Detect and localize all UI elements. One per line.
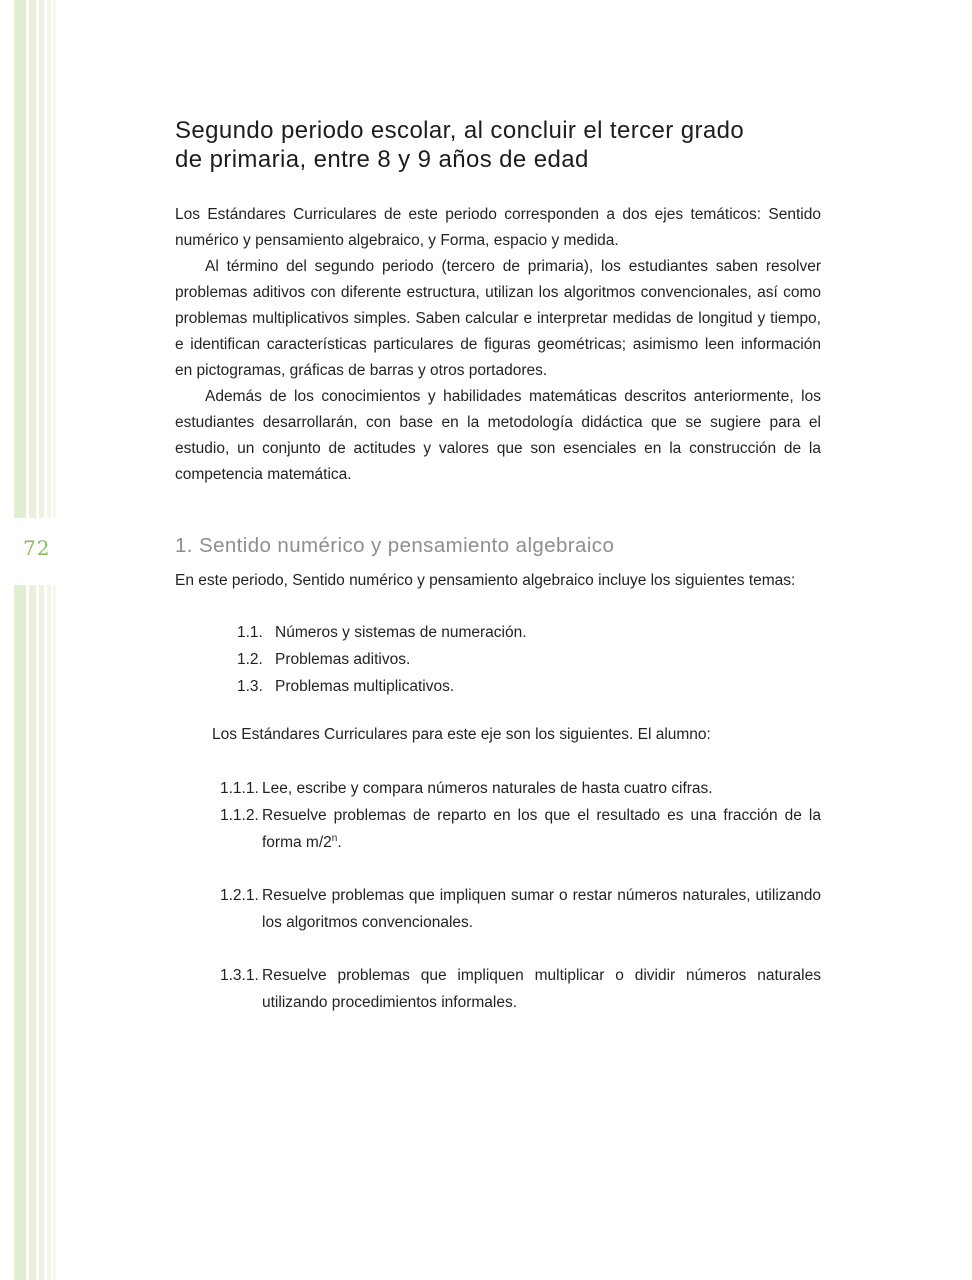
topic-number: 1.2. [237, 651, 263, 668]
decorative-stripe [29, 0, 36, 518]
decorative-stripe [53, 585, 56, 1280]
standard-text: Resuelve problemas que impliquen sumar o restar números naturales, utilizando los algoritmos convencionales. [262, 887, 821, 931]
intro-paragraph-2: Al término del segundo periodo (tercero de primaria), los estudiantes saben resolver problemas aditivos con diferente estructura, utilizan los algoritmos convencionales, así como problemas multiplicativos simples. Saben calcular e interpretar medidas de longitud y tiempo, e identifican características particulares de figuras geométricas; asimismo leen información en pictogramas, gráficas de barras y otros portadores. [175, 258, 821, 379]
decorative-stripe [39, 0, 44, 518]
page-title [175, 116, 821, 174]
decorative-stripe [47, 585, 51, 1280]
standard-text-post: . [337, 834, 342, 851]
section-heading: 1. Sentido numérico y pensamiento algebraico [175, 534, 615, 557]
decorative-stripe [14, 0, 26, 518]
standard-number: 1.3.1. [220, 967, 259, 984]
list-item [175, 775, 821, 802]
topics-list [175, 619, 821, 700]
intro-paragraph-1: Los Estándares Curriculares de este periodo corresponden a dos ejes temáticos: Sentido numérico y pensamiento algebraico, y Forma, espacio y medida. [175, 206, 821, 249]
list-item [175, 619, 821, 646]
list-item [175, 646, 821, 673]
standards-list [175, 775, 821, 1016]
topic-text: Problemas aditivos. [275, 651, 411, 668]
content-column [175, 0, 821, 1016]
page-title-line-1: Segundo periodo escolar, al concluir el tercer grado [175, 117, 745, 144]
standard-text: Lee, escribe y compara números naturales de hasta cuatro cifras. [262, 780, 713, 797]
section-intro-paragraph: En este periodo, Sentido numérico y pensamiento algebraico incluye los siguientes temas: [175, 572, 796, 589]
left-margin-stripes-bottom [0, 585, 70, 1280]
standard-number: 1.2.1. [220, 887, 259, 904]
superscript-n: n [331, 832, 338, 844]
decorative-stripe [53, 0, 56, 518]
standard-text [262, 802, 821, 856]
decorative-stripe [29, 585, 36, 1280]
intro-section [175, 202, 821, 488]
intro-paragraph-3: Además de los conocimientos y habilidades matemáticas descritos anteriormente, los estudiantes desarrollarán, con base en la metodología didáctica que se sugiere para el estudio, un conjunto de actitudes y valores que son esenciales en la construcción de la competencia matemática. [175, 388, 821, 483]
standard-number: 1.1.1. [220, 780, 259, 797]
list-item [175, 962, 821, 1016]
page-number: 72 [23, 536, 51, 560]
list-item [175, 673, 821, 700]
decorative-stripe [14, 585, 26, 1280]
topic-number: 1.3. [237, 678, 263, 695]
left-margin-stripes-top [0, 0, 70, 518]
standard-number: 1.1.2. [220, 807, 259, 824]
standards-intro-paragraph: Los Estándares Curriculares para este eje son los siguientes. El alumno: [212, 726, 711, 743]
list-item [175, 802, 821, 856]
page-title-line-2: de primaria, entre 8 y 9 años de edad [175, 146, 589, 173]
standard-text: Resuelve problemas que impliquen multiplicar o dividir números naturales utilizando procedimientos informales. [262, 967, 821, 1011]
standard-text-pre: Resuelve problemas de reparto en los que el resultado es una fracción de la forma m/2 [262, 807, 821, 851]
topic-text: Números y sistemas de numeración. [275, 624, 527, 641]
topic-number: 1.1. [237, 624, 263, 641]
topic-text: Problemas multiplicativos. [275, 678, 455, 695]
decorative-stripe [39, 585, 44, 1280]
list-item [175, 882, 821, 936]
decorative-stripe [47, 0, 51, 518]
